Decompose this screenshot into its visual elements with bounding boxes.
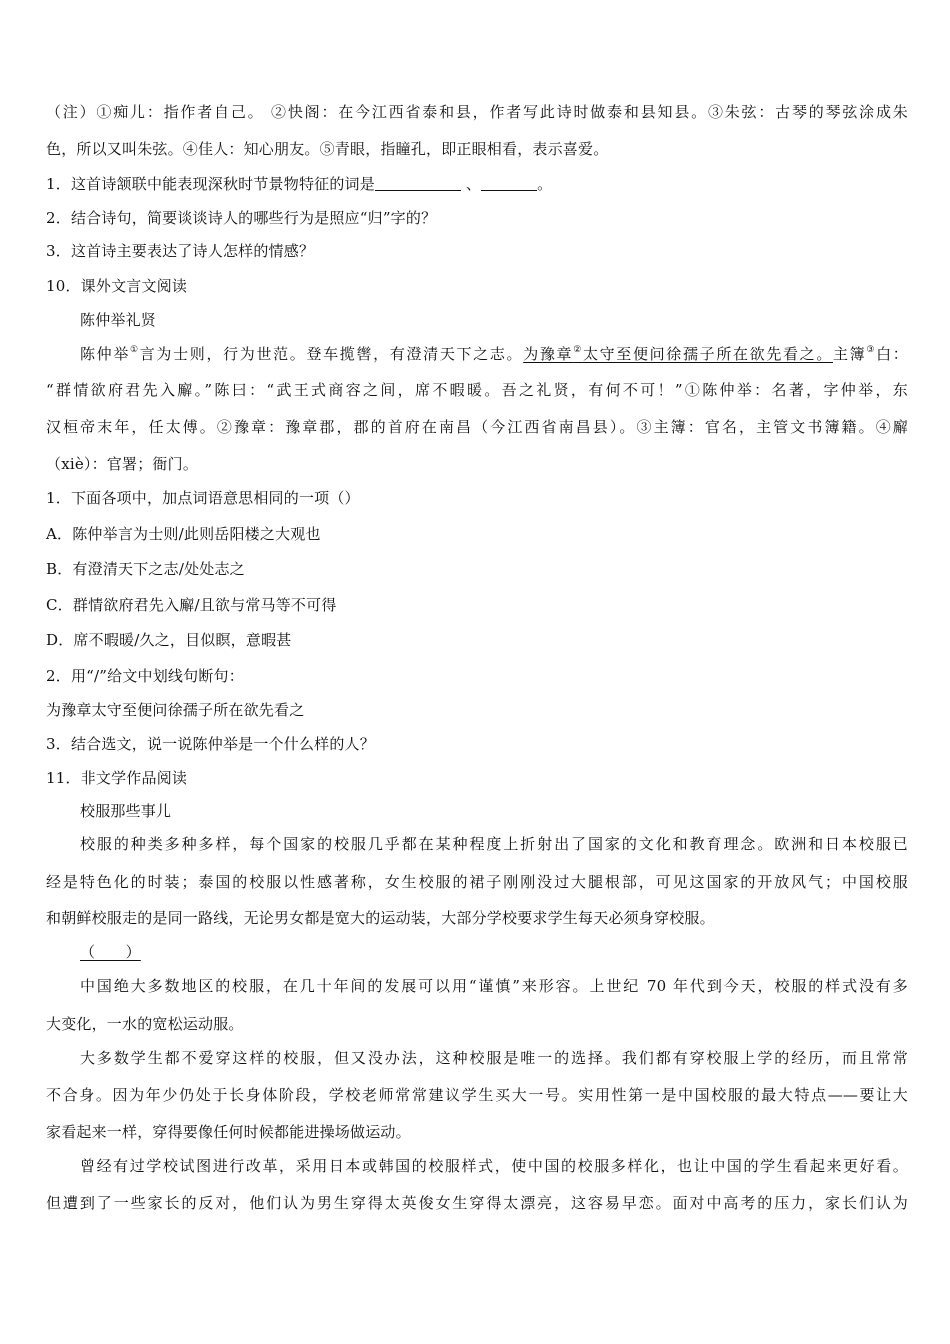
poem-question-1 [46, 174, 908, 194]
section-10-title: 陈仲举礼贤 [80, 311, 157, 329]
text-segment: 太守至便问徐孺子所在欲先看之。 [582, 345, 834, 363]
question-end-mark: 。 [537, 175, 553, 193]
text-segment: 言为士则，行为世范。登车揽辔，有澄清天下之志。 [139, 345, 524, 363]
classical-text-line-4: （xiè）：官署；衙门。 [46, 455, 199, 473]
article-p1-line-1: 校服的种类多种多样，每个国家的校服几乎都在某种程度上折射出了国家的文化和教育理念。欧洲和日本校服已 [80, 835, 908, 853]
footnote-mark: ① [130, 345, 140, 355]
article-p2-line-1: 中国绝大多数地区的校服，在几十年间的发展可以用“谨慎”来形容。上世纪 70 年代到今天，校服的样式没有多 [80, 977, 908, 995]
article-p4-line-1: 曾经有过学校试图进行改革，采用日本或韩国的校服样式，使中国的校服多样化，也让中国的学生看起来更好看。 [80, 1157, 908, 1175]
article-p4-line-2: 但遭到了一些家长的反对，他们认为男生穿得太英俊女生穿得太漂亮，这容易早恋。面对中高考的压力，家长们认为 [46, 1194, 908, 1212]
poem-question-2: 2．结合诗句，简要谈谈诗人的哪些行为是照应“归”字的？ [46, 209, 437, 227]
poem-question-3: 3．这首诗主要表达了诗人怎样的情感？ [46, 242, 315, 260]
section-10-question-2-sentence: 为豫章太守至便问徐孺子所在欲先看之 [46, 701, 305, 719]
option-c[interactable]: C．群情欲府君先入廨/且欲与常马等不可得 [46, 596, 337, 614]
classical-text-line-2: “群情欲府君先入廨。”陈曰：“武王式商容之间，席不暇暖。吾之礼贤，有何不可！”①陈仲举：名著，字仲举，东 [46, 381, 908, 399]
section-11-title: 校服那些事儿 [80, 802, 172, 820]
poem-note-line-2: 色，所以又叫朱弦。④佳人：知心朋友。⑤青眼，指瞳孔，即正眼相看，表示喜爱。 [46, 140, 609, 158]
text-segment: 陈仲举 [80, 345, 131, 363]
section-10-question-2: 2．用“/”给文中划线句断句： [46, 667, 244, 685]
article-p3-line-2: 不合身。因为年少仍处于长身体阶段，学校老师常常建议学生买大一号。实用性第一是中国校服的最大特点——要让大 [46, 1086, 908, 1104]
option-d[interactable]: D．席不暇暖/久之，目似瞑，意暇甚 [46, 631, 292, 649]
article-p3-line-3: 家看起来一样，穿得要像任何时候都能进操场做运动。 [46, 1123, 411, 1141]
blank-separator: 、 [460, 175, 482, 193]
answer-blank-1[interactable] [375, 176, 461, 191]
article-p3-line-1: 大多数学生都不爱穿这样的校服，但又没办法，这种校服是唯一的选择。我们都有穿校服上学的经历，而且常常 [80, 1049, 908, 1067]
section-10-question-3: 3．结合选文，说一说陈仲举是一个什么样的人？ [46, 735, 375, 753]
article-p2-line-2: 大变化，一水的宽松运动服。 [46, 1015, 244, 1033]
text-segment: 为豫章 [523, 345, 574, 363]
article-p1-line-2: 经是特色化的时装；泰国的校服以性感著称，女生校服的裙子刚刚没过大腿根部，可见这国家的开放风气；中国校服 [46, 873, 908, 891]
text-segment: 主簿 [833, 345, 867, 363]
classical-text-line-3: 汉桓帝末年，任太傅。②豫章：豫章郡，郡的首府在南昌（今江西省南昌县）。③主簿：官名，主管文书簿籍。④廨 [46, 418, 908, 436]
answer-blank-2[interactable] [481, 176, 537, 191]
poem-note-line-1: （注）①痴儿：指作者自己。 ②快阁：在今江西省泰和县，作者写此诗时做泰和县知县。③朱弦：古琴的琴弦涂成朱 [46, 103, 908, 121]
underlined-sentence [523, 345, 833, 363]
subtitle-blank[interactable] [80, 942, 908, 962]
poem-question-1-text: 1．这首诗颔联中能表现深秋时节景物特征的词是 [46, 175, 375, 193]
section-10-question-1: 1．下面各项中，加点词语意思相同的一项（） [46, 489, 360, 507]
article-p1-line-3: 和朝鲜校服走的是同一路线，无论男女都是宽大的运动装，大部分学校要求学生每天必须身穿校服。 [46, 909, 715, 927]
footnote-mark: ② [573, 345, 583, 355]
text-segment: 白： [876, 345, 908, 363]
subtitle-blank-text: （ ） [80, 943, 141, 961]
footnote-mark: ③ [866, 345, 877, 355]
section-10-heading: 10．课外文言文阅读 [46, 277, 188, 295]
classical-text-line-1 [80, 344, 908, 364]
option-b[interactable]: B．有澄清天下之志/处处志之 [46, 560, 245, 578]
option-a[interactable]: A．陈仲举言为士则/此则岳阳楼之大观也 [46, 525, 321, 543]
section-11-heading: 11．非文学作品阅读 [46, 769, 188, 787]
